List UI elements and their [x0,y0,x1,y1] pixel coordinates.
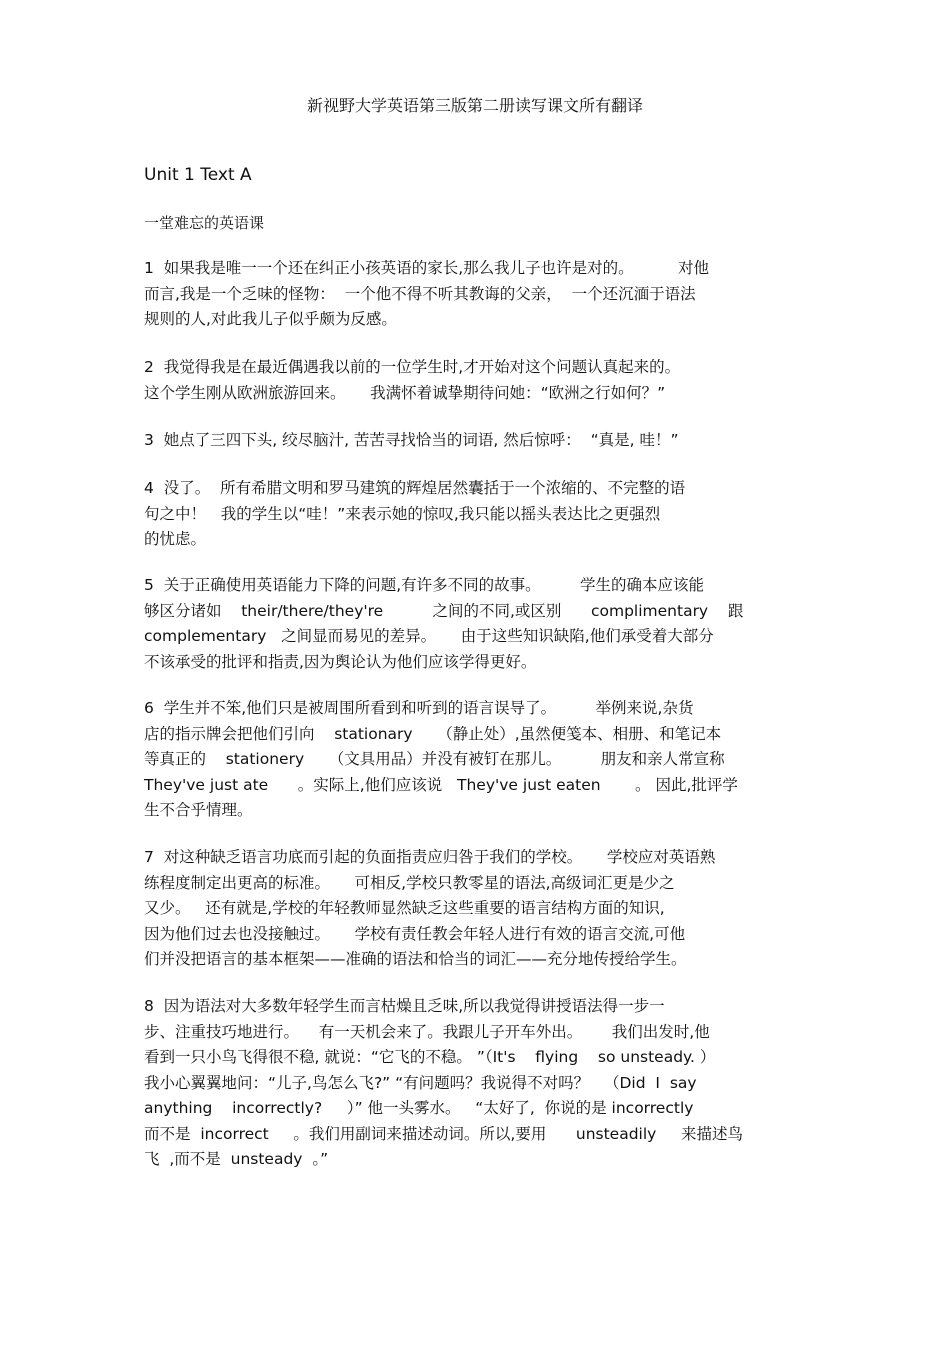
paragraph-line: 我小心翼翼地问：“儿子,鸟怎么飞?” “有问题吗？我说得不对吗？ （Did I say [144,1073,697,1092]
paragraph-line: 这个学生刚从欧洲旅游回来。 我满怀着诚挚期待问她：“欧洲之行如何？” [144,383,666,402]
unit-heading: Unit 1 Text A [144,165,252,185]
paragraph-2 [144,355,834,406]
paragraph-line: complementary 之间显而易见的差异。 由于这些知识缺陷,他们承受着大部分 [144,627,714,645]
paragraph-line: 等真正的 stationery （文具用品）并没有被钉在那儿。 朋友和亲人常宣称 [144,750,725,768]
paragraph-6 [144,696,834,824]
paragraph-3 [144,428,834,454]
paragraph-line: 而言,我是一个乏味的怪物： 一个他不得不听其教诲的父亲， 一个还沉湎于语法 [144,284,696,303]
paragraph-8 [144,994,834,1173]
paragraph-line: 7 对这种缺乏语言功底而引起的负面指责应归咎于我们的学校。 学校应对英语熟 [144,848,716,866]
paragraph-line: 们并没把语言的基本框架——准确的语法和恰当的词汇——充分地传授给学生。 [144,950,687,968]
text-title: 一堂难忘的英语课 [144,214,265,232]
paragraph-line: 2 我觉得我是在最近偶遇我以前的一位学生时,才开始对这个问题认真起来的。 [144,358,681,376]
paragraph-line: 3 她点了三四下头, 绞尽脑汁, 苦苦寻找恰当的词语, 然后惊呼： “真是, 哇！” [144,431,679,449]
paragraph-line: 店的指示牌会把他们引向 stationary （静止处）,虽然便笺本、相册、和笔记本 [144,724,722,743]
paragraph-4 [144,476,834,553]
paragraph-line: 因为他们过去也没接触过。 学校有责任教会年轻人进行有效的语言交流,可他 [144,924,686,943]
paragraph-line: 1 如果我是唯一一个还在纠正小孩英语的家长,那么我儿子也许是对的。 对他 [144,259,709,277]
paragraph-line: They've just ate 。实际上,他们应该说 They've just eaten 。 因此,批评学 [144,775,738,794]
paragraph-line: 看到一只小鸟飞得很不稳, 就说：“它飞的不稳。 ”（It's flying so unsteady. ） [144,1048,716,1066]
paragraph-line: 8 因为语法对大多数年轻学生而言枯燥且乏味,所以我觉得讲授语法得一步一 [144,997,665,1015]
paragraph-line: 句之中！ 我的学生以“哇！”来表示她的惊叹,我只能以摇头表达比之更强烈 [144,504,661,523]
paragraph-line: 4 没了。 所有希腊文明和罗马建筑的辉煌居然囊括于一个浓缩的、不完整的语 [144,479,686,497]
paragraph-line: 的忧虑。 [144,530,207,548]
paragraph-line: 不该承受的批评和指责,因为舆论认为他们应该学得更好。 [144,652,537,671]
paragraph-line: 生不合乎情理。 [144,801,253,819]
paragraph-line: 够区分诸如 their/there/they're 之间的不同,或区别 complimentary 跟 [144,601,744,620]
paragraph-line: 6 学生并不笨,他们只是被周围所看到和听到的语言误导了。 举例来说,杂货 [144,699,694,717]
paragraph-line: 步、注重技巧地进行。 有一天机会来了。我跟儿子开车外出。 我们出发时,他 [144,1022,710,1041]
paragraph-line: 而不是 incorrect 。我们用副词来描述动词。所以,要用 unsteadily 来描述鸟 [144,1124,743,1143]
paragraph-1 [144,256,834,333]
paragraph-line: 5 关于正确使用英语能力下降的问题,有许多不同的故事。 学生的确本应该能 [144,576,705,594]
document-title: 新视野大学英语第三版第二册读写课文所有翻译 [306,96,643,115]
paragraph-line: 飞 ,而不是 unsteady 。” [144,1150,329,1168]
paragraph-line: anything incorrectly? ）” 他一头雾水。 “太好了, 你说的是 incorrectly [144,1099,694,1117]
paragraph-line: 又少。 还有就是,学校的年轻教师显然缺乏这些重要的语言结构方面的知识, [144,899,665,917]
paragraph-5 [144,573,834,675]
paragraph-7 [144,845,834,973]
paragraph-line: 规则的人,对此我儿子似乎颇为反感。 [144,310,397,328]
paragraph-line: 练程度制定出更高的标准。 可相反,学校只教零星的语法,高级词汇更是少之 [144,873,675,892]
